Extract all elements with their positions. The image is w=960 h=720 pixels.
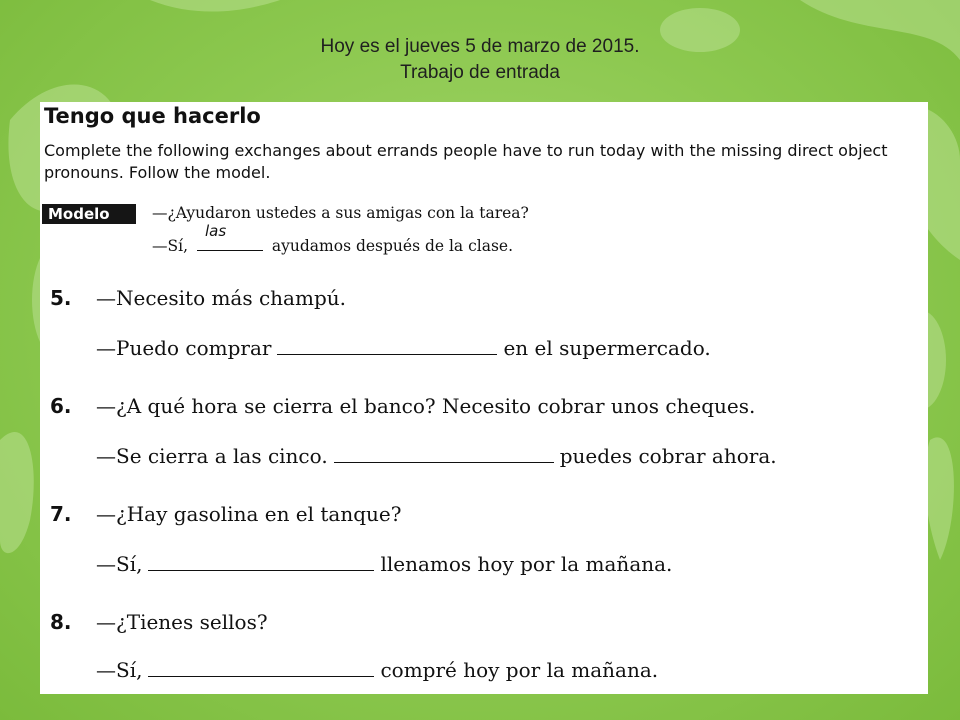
modelo-answer-suffix: ayudamos después de la clase. <box>271 237 514 255</box>
item-question: —Necesito más champú. <box>96 286 346 310</box>
item-answer-prefix: —Sí, <box>96 658 143 682</box>
answer-blank[interactable] <box>148 660 374 677</box>
item-question: —¿Hay gasolina en el tanque? <box>96 502 402 526</box>
item-answer-prefix: —Puedo comprar <box>96 336 272 360</box>
answer-blank[interactable] <box>277 338 497 355</box>
worksheet-panel <box>40 102 928 694</box>
modelo-question: —¿Ayudaron ustedes a sus amigas con la tarea? <box>152 204 529 222</box>
butterfly-wing-shape <box>150 0 280 12</box>
item-answer-suffix: en el supermercado. <box>503 336 711 360</box>
slide-date-line: Hoy es el jueves 5 de marzo de 2015. <box>320 36 640 57</box>
modelo-handwritten-answer: las <box>204 222 227 240</box>
item-answer-prefix: —Se cierra a las cinco. <box>96 444 328 468</box>
item-answer-suffix: compré hoy por la mañana. <box>380 658 659 682</box>
worksheet-instructions: Complete the following exchanges about errands people have to run today with the missing direct object pronouns. Follow the model. <box>44 141 888 182</box>
item-answer-suffix: puedes cobrar ahora. <box>559 444 777 468</box>
answer-blank[interactable] <box>334 446 554 463</box>
item-question: —¿Tienes sellos? <box>96 610 268 634</box>
butterfly-wing-shape <box>0 432 34 553</box>
item-number: 5. <box>50 286 72 310</box>
item-answer-line <box>96 336 711 360</box>
slide-subtitle: Trabajo de entrada <box>400 62 560 83</box>
item-number: 8. <box>50 610 72 634</box>
item-answer-line <box>96 552 672 576</box>
modelo-tag: Modelo <box>42 204 136 224</box>
worksheet-heading: Tengo que hacerlo <box>44 104 261 128</box>
item-answer-line <box>96 444 777 468</box>
butterfly-wing-shape <box>925 437 954 560</box>
modelo-answer-prefix: —Sí, <box>152 237 189 255</box>
slide-title <box>0 34 960 86</box>
item-number: 7. <box>50 502 72 526</box>
answer-blank[interactable] <box>148 554 374 571</box>
item-question: —¿A qué hora se cierra el banco? Necesito cobrar unos cheques. <box>96 394 756 418</box>
item-answer-suffix: llenamos hoy por la mañana. <box>380 552 673 576</box>
modelo-answer-line <box>152 222 514 255</box>
item-number: 6. <box>50 394 72 418</box>
item-answer-prefix: —Sí, <box>96 552 143 576</box>
item-answer-line <box>96 658 658 682</box>
modelo-blank <box>197 222 263 251</box>
